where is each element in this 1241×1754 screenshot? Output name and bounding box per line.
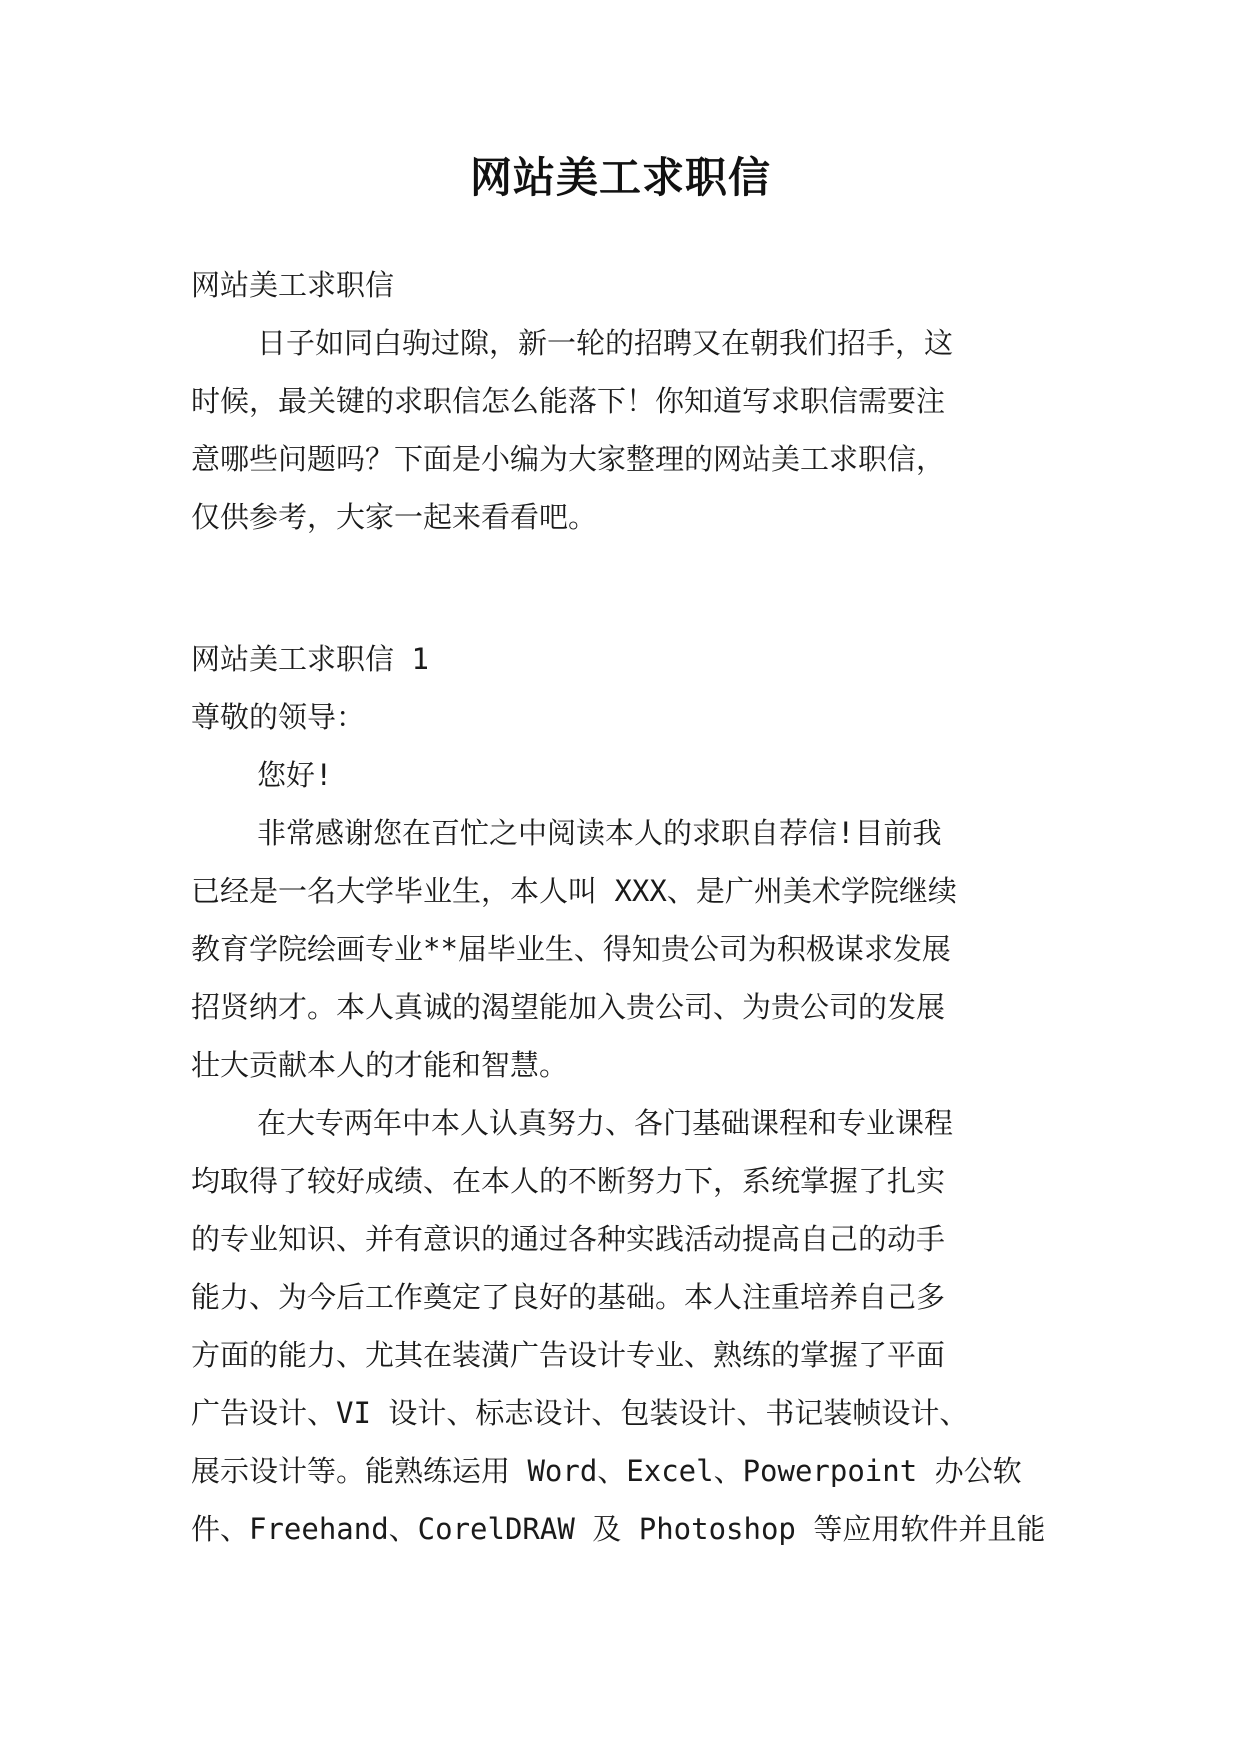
paragraph-1-line: 招贤纳才。本人真诚的渴望能加入贵公司、为贵公司的发展: [191, 990, 946, 1024]
paragraph-2-line: 件、Freehand、CorelDRAW 及 Photoshop 等应用软件并且能: [191, 1512, 1046, 1546]
intro-line: 日子如同白驹过隙，新一轮的招聘又在朝我们招手，这: [257, 326, 954, 360]
salutation: 尊敬的领导：: [191, 700, 366, 734]
letter-1-section: [191, 630, 1049, 1558]
intro-heading: 网站美工求职信: [191, 268, 395, 302]
intro-line: 仅供参考，大家一起来看看吧。: [191, 500, 598, 534]
paragraph-2-line: 在大专两年中本人认真努力、各门基础课程和专业课程: [257, 1106, 954, 1140]
paragraph-2-line: 广告设计、VI 设计、标志设计、包装设计、书记装帧设计、: [191, 1396, 969, 1430]
intro-line: 时候，最关键的求职信怎么能落下！你知道写求职信需要注: [191, 384, 946, 418]
paragraph-2-line: 展示设计等。能熟练运用 Word、Excel、Powerpoint 办公软: [191, 1454, 1022, 1488]
paragraph-1-line: 已经是一名大学毕业生，本人叫 XXX、是广州美术学院继续: [191, 874, 957, 908]
paragraph-2-line: 的专业知识、并有意识的通过各种实践活动提高自己的动手: [191, 1222, 946, 1256]
paragraph-2-line: 方面的能力、尤其在装潢广告设计专业、熟练的掌握了平面: [191, 1338, 946, 1372]
intro-line: 意哪些问题吗？下面是小编为大家整理的网站美工求职信，: [191, 442, 946, 476]
intro-section: [191, 256, 1049, 546]
paragraph-2-line: 均取得了较好成绩、在本人的不断努力下，系统掌握了扎实: [191, 1164, 946, 1198]
greeting: 您好!: [257, 758, 333, 792]
paragraph-1-line: 非常感谢您在百忙之中阅读本人的求职自荐信!目前我: [257, 816, 942, 850]
paragraph-1-line: 壮大贡献本人的才能和智慧。: [191, 1048, 569, 1082]
document-title: 网站美工求职信: [469, 153, 771, 202]
paragraph-1-line: 教育学院绘画专业**届毕业生、得知贵公司为积极谋求发展: [191, 932, 951, 966]
paragraph-2-line: 能力、为今后工作奠定了良好的基础。本人注重培养自己多: [191, 1280, 946, 1314]
letter-heading: 网站美工求职信 1: [191, 642, 429, 676]
